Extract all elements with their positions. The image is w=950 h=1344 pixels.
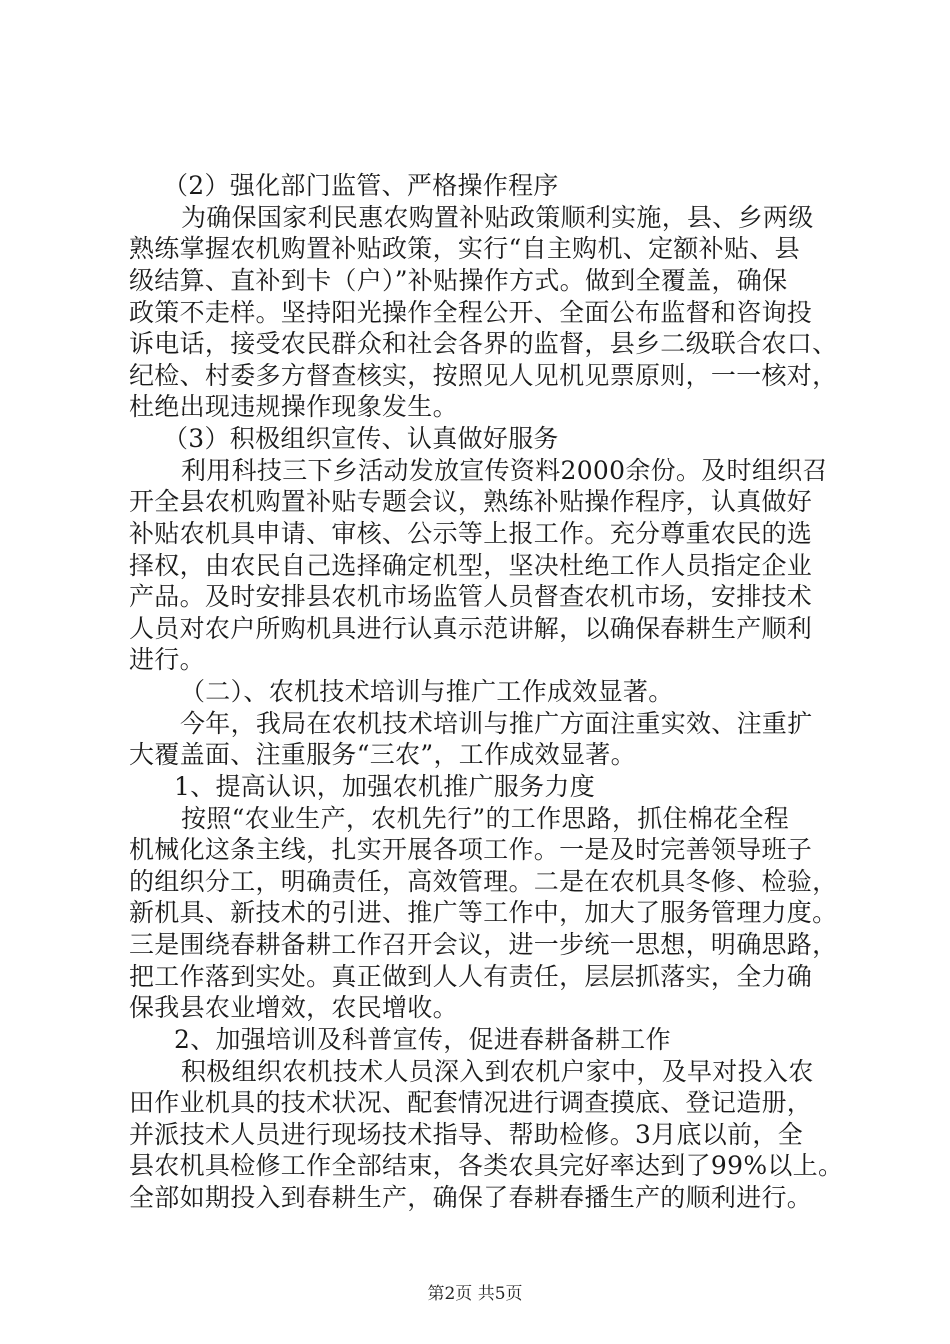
paragraph-line: 大覆盖面、注重服务“三农”，工作成效显著。 — [129, 740, 636, 769]
paragraph-line: 按照“农业生产，农机先行”的工作思路，抓住棉花全程 — [181, 804, 790, 833]
paragraph-line: 三是围绕春耕备耕工作召开会议，进一步统一思想，明确思路， — [129, 930, 838, 959]
paragraph-line: 级结算、直补到卡（户）”补贴操作方式。做到全覆盖，确保 — [129, 266, 788, 295]
paragraph-line: 为确保国家利民惠农购置补贴政策顺利实施，县、乡两级 — [181, 203, 814, 232]
paragraph-line: 县农机具检修工作全部结束，各类农具完好率达到了99%以上。 — [129, 1151, 844, 1180]
paragraph-line: 把工作落到实处。真正做到人人有责任，层层抓落实，全力确 — [129, 962, 813, 991]
paragraph-line: 积极组织农机技术人员深入到农机户家中，及早对投入农 — [181, 1057, 814, 1086]
paragraph-line: 熟练掌握农机购置补贴政策，实行“自主购机、定额补贴、县 — [129, 234, 800, 263]
paragraph-line: 全部如期投入到春耕生产，确保了春耕春播生产的顺利进行。 — [129, 1183, 813, 1212]
paragraph-line: 政策不走样。坚持阳光操作全程公开、全面公布监督和咨询投 — [129, 298, 813, 327]
paragraph-line: 的组织分工，明确责任，高效管理。二是在农机具冬修、检验， — [129, 867, 838, 896]
paragraph-line: 杜绝出现违规操作现象发生。 — [129, 392, 458, 421]
paragraph-line: 开全县农机购置补贴专题会议，熟练补贴操作程序，认真做好 — [129, 487, 813, 516]
paragraph-line: 今年，我局在农机技术培训与推广方面注重实效、注重扩 — [180, 709, 813, 738]
paragraph-line: 诉电话，接受农民群众和社会各界的监督，县乡二级联合农口、 — [129, 329, 838, 358]
paragraph-line: 田作业机具的技术状况、配套情况进行调查摸底、登记造册， — [129, 1088, 813, 1117]
paragraph-line: 并派技术人员进行现场技术指导、帮助检修。3月底以前，全 — [129, 1120, 804, 1149]
paragraph-line: 人员对农户所购机具进行认真示范讲解，以确保春耕生产顺利 — [129, 614, 813, 643]
subheading-1: 1、提高认识，加强农机推广服务力度 — [174, 772, 596, 801]
subheading-2-training: 2、加强培训及科普宣传，促进春耕备耕工作 — [174, 1025, 671, 1054]
section-heading: （二）、农机技术培训与推广工作成效显著。 — [180, 677, 674, 706]
paragraph-line: 择权，由农民自己选择确定机型，坚决杜绝工作人员指定企业 — [129, 551, 813, 580]
subheading-2: （2）强化部门监管、严格操作程序 — [163, 171, 559, 200]
paragraph-line: 纪检、村委多方督查核实，按照见人见机见票原则，一一核对， — [129, 361, 838, 390]
paragraph-line: 保我县农业增效，农民增收。 — [129, 993, 458, 1022]
paragraph-line: 进行。 — [129, 645, 205, 674]
paragraph-line: 机械化这条主线，扎实开展各项工作。一是及时完善领导班子 — [129, 835, 813, 864]
paragraph-line: 补贴农机具申请、审核、公示等上报工作。充分尊重农民的选 — [129, 519, 813, 548]
paragraph-line: 新机具、新技术的引进、推广等工作中，加大了服务管理力度。 — [129, 898, 838, 927]
page-footer: 第2页 共5页 — [427, 1284, 523, 1304]
paragraph-line: 产品。及时安排县农机市场监管人员督查农机市场，安排技术 — [129, 582, 813, 611]
paragraph-line: 利用科技三下乡活动发放宣传资料2000余份。及时组织召 — [181, 456, 828, 485]
subheading-3: （3）积极组织宣传、认真做好服务 — [163, 424, 559, 453]
